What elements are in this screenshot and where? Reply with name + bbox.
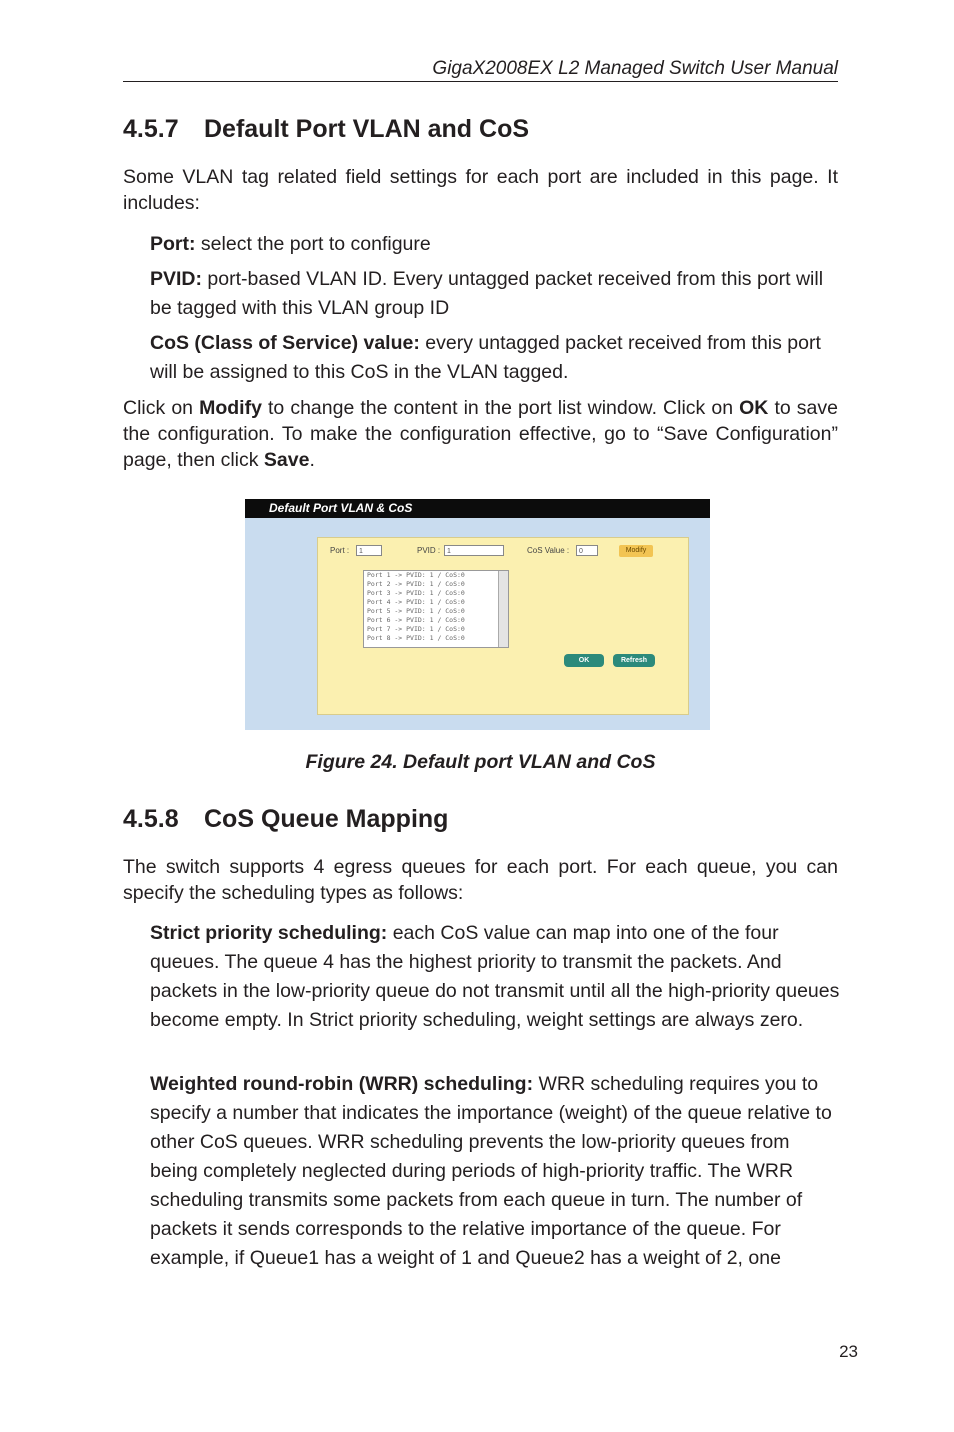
header-rule bbox=[123, 81, 838, 82]
definition-term: Strict priority scheduling: bbox=[150, 922, 388, 944]
list-item[interactable]: Port 3 -> PVID: 1 / CoS:0 bbox=[367, 589, 465, 597]
list-item[interactable]: Port 1 -> PVID: 1 / CoS:0 bbox=[367, 571, 465, 579]
definition-desc: each CoS value can map into one of the four queues. The queue 4 has the highest priority to transmit the packets. And packets in the low-priority queue do not transmit until all the high-priority queues become empty. In Strict priority scheduling, weight settings are always zero. bbox=[150, 922, 840, 1031]
cos-value-select[interactable]: 0 bbox=[576, 545, 598, 556]
list-item[interactable]: Port 7 -> PVID: 1 / CoS:0 bbox=[367, 625, 465, 633]
pvid-label: PVID : bbox=[417, 546, 441, 555]
section-intro: The switch supports 4 egress queues for each port. For each queue, you can specify the scheduling types as follows: bbox=[123, 856, 838, 904]
definition-desc: every untagged packet received from this port will be assigned to this CoS in the VLAN tagged. bbox=[150, 332, 821, 383]
section-number: 4.5.8 bbox=[123, 805, 179, 833]
definition-item-cos bbox=[150, 329, 840, 387]
modify-keyword: Modify bbox=[199, 397, 262, 419]
list-item[interactable]: Port 5 -> PVID: 1 / CoS:0 bbox=[367, 607, 465, 615]
port-label: Port : bbox=[330, 546, 350, 555]
text-run: to change the content in the port list window. Click on bbox=[261, 397, 740, 419]
definition-item-pvid bbox=[150, 265, 840, 323]
list-item[interactable]: Port 2 -> PVID: 1 / CoS:0 bbox=[367, 580, 465, 588]
port-list[interactable] bbox=[363, 570, 509, 648]
cos-value-label: CoS Value : bbox=[527, 546, 570, 555]
running-header: GigaX2008EX L2 Managed Switch User Manual bbox=[432, 58, 838, 79]
refresh-button[interactable]: Refresh bbox=[613, 654, 655, 667]
section-heading-cos-queue-mapping bbox=[123, 803, 448, 835]
definition-desc: port-based VLAN ID. Every untagged packet received from this port will be tagged with this VLAN group ID bbox=[150, 268, 824, 319]
pvid-input[interactable]: 1 bbox=[444, 545, 504, 556]
definition-term: Weighted round-robin (WRR) scheduling: bbox=[150, 1073, 534, 1095]
text-run: to save the configuration. To make the configuration effective, go to “Save Configuration” page, then click bbox=[123, 397, 838, 471]
definition-desc: WRR scheduling requires you to specify a number that indicates the importance (weight) of the queue relative to other CoS queues. WRR scheduling prevents the low-priority queues from being completely neglected during periods of high-priority traffic. The WRR scheduling transmits some packets from each queue in turn. The number of packets it sends corresponds to the relative importance of the queue. For example, if Queue1 has a weight of 1 and Queue2 has a weight of 2, one bbox=[150, 1073, 832, 1269]
page-number: 23 bbox=[839, 1342, 858, 1361]
text-run: . bbox=[309, 449, 315, 471]
figure-caption: Figure 24. Default port VLAN and CoS bbox=[305, 751, 656, 773]
modify-button[interactable]: Modify bbox=[619, 545, 653, 557]
definition-item-port bbox=[150, 230, 840, 259]
ok-keyword: OK bbox=[739, 397, 769, 419]
section-number: 4.5.7 bbox=[123, 115, 179, 143]
port-select[interactable]: 1 bbox=[356, 545, 382, 556]
definition-term: CoS (Class of Service) value: bbox=[150, 332, 420, 354]
window-title: Default Port VLAN & CoS bbox=[269, 501, 413, 515]
definition-item-strict-priority bbox=[150, 919, 840, 1035]
text-run: Click on bbox=[123, 397, 200, 419]
settings-panel bbox=[317, 537, 689, 715]
list-item[interactable]: Port 8 -> PVID: 1 / CoS:0 bbox=[367, 634, 465, 642]
list-scrollbar[interactable] bbox=[498, 571, 508, 647]
section-intro: Some VLAN tag related field settings for each port are included in this page. It includes: bbox=[123, 166, 838, 214]
section-title: CoS Queue Mapping bbox=[204, 805, 449, 833]
figure-screenshot bbox=[245, 499, 710, 730]
section-heading-default-port-vlan bbox=[123, 113, 529, 145]
section-title: Default Port VLAN and CoS bbox=[204, 115, 530, 143]
definition-term: PVID: bbox=[150, 268, 203, 290]
save-keyword: Save bbox=[263, 449, 310, 471]
list-item[interactable]: Port 4 -> PVID: 1 / CoS:0 bbox=[367, 598, 465, 606]
window-titlebar bbox=[245, 499, 710, 518]
definition-item-wrr bbox=[150, 1070, 840, 1273]
definition-desc: select the port to configure bbox=[195, 233, 431, 255]
list-item[interactable]: Port 6 -> PVID: 1 / CoS:0 bbox=[367, 616, 465, 624]
instructions-paragraph bbox=[123, 395, 838, 473]
ok-button[interactable]: OK bbox=[564, 654, 604, 667]
definition-term: Port: bbox=[150, 233, 196, 255]
